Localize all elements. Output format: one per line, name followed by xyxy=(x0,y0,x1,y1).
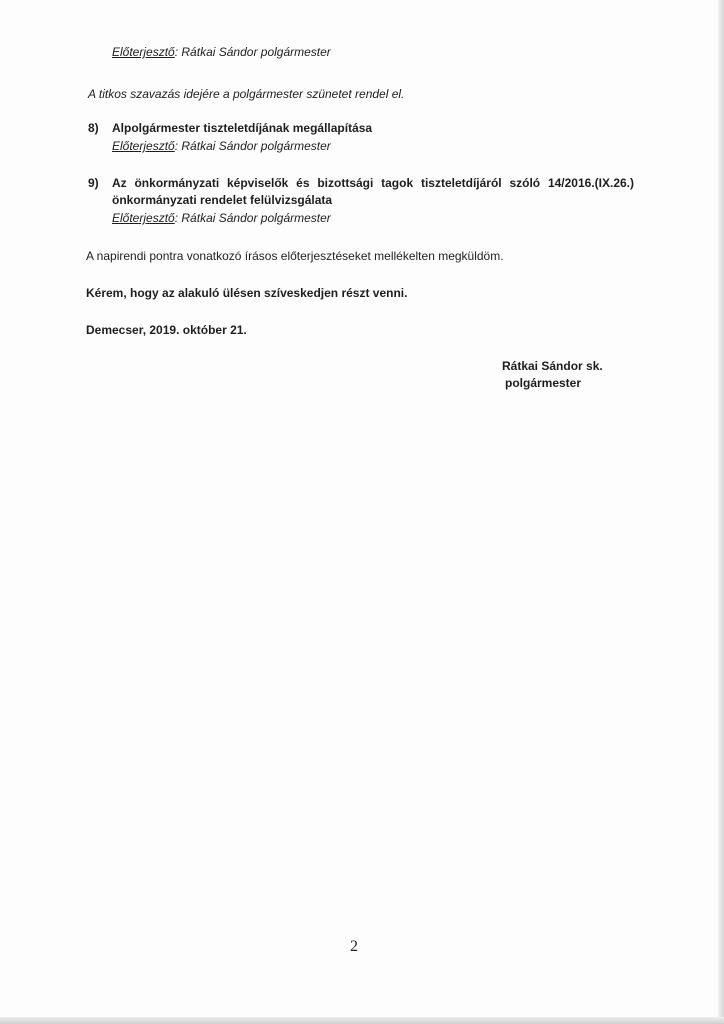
page-number: 2 xyxy=(350,938,358,955)
presenter-name: Rátkai Sándor polgármester xyxy=(181,211,331,225)
agenda-item-number: 9) xyxy=(88,176,99,190)
presenter-colon: : xyxy=(174,211,179,225)
agenda-item-title-line-2: önkormányzati rendelet felülvizsgálata xyxy=(112,193,333,207)
agenda-item-presenter xyxy=(112,210,331,226)
presenter-name: Rátkai Sándor polgármester xyxy=(181,45,331,59)
agenda-item-number: 8) xyxy=(88,121,99,135)
agenda-item-title: Alpolgármester tiszteletdíjának megállapítása xyxy=(112,121,373,135)
presenter-label: Előterjesztő xyxy=(112,211,175,225)
presenter-label: Előterjesztő xyxy=(112,139,175,153)
presenter-colon: : xyxy=(174,45,179,59)
scan-edge-right xyxy=(718,0,724,1024)
top-presenter-line xyxy=(112,44,331,60)
agenda-item-presenter xyxy=(112,138,331,154)
presenter-colon: : xyxy=(174,139,179,153)
secret-vote-note: A titkos szavazás idejére a polgármester szünetet rendel el. xyxy=(88,87,405,101)
signature-name: Rátkai Sándor sk. xyxy=(502,359,603,373)
agenda-item-title-line-1: Az önkormányzati képviselők és bizottsági tagok tiszteletdíjáról szóló 14/2016.(IX.26.) xyxy=(112,176,634,190)
presenter-label: Előterjesztő xyxy=(112,45,175,59)
signature-title: polgármester xyxy=(505,376,582,390)
attachments-note: A napirendi pontra vonatkozó írásos előterjesztéseket mellékelten megküldöm. xyxy=(86,249,504,263)
attendance-request: Kérem, hogy az alakuló ülésen szíveskedjen részt venni. xyxy=(86,286,408,300)
place-date: Demecser, 2019. október 21. xyxy=(86,323,247,337)
scan-edge-bottom xyxy=(0,1017,724,1024)
presenter-name: Rátkai Sándor polgármester xyxy=(181,139,331,153)
